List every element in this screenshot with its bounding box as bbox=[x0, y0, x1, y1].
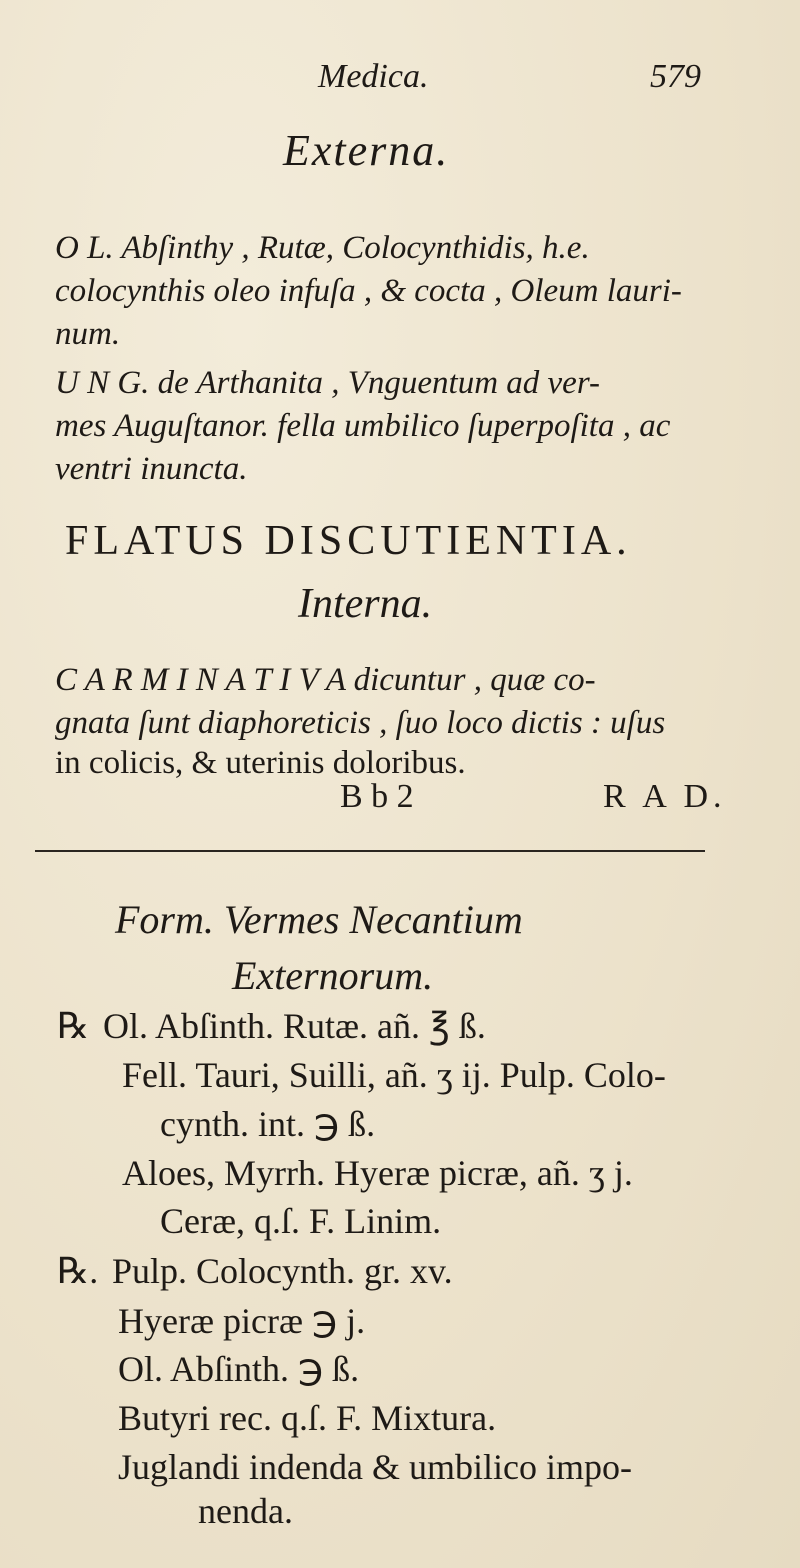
formula-title-line-2: Externorum. bbox=[232, 953, 434, 998]
recipe-2-line-6: nenda. bbox=[198, 1491, 293, 1531]
recipe-1-line-1: Ol. Abſinth. Rutæ. añ. ℥ ß. bbox=[103, 1006, 486, 1046]
recipe-2-line-1: Pulp. Colocynth. gr. xv. bbox=[112, 1251, 453, 1291]
externa-line-1: O L. Abſinthy , Rutæ, Colocynthidis, h.e. bbox=[55, 230, 590, 266]
recipe-1-line-2: Fell. Tauri, Suilli, añ. ʒ ij. Pulp. Colo- bbox=[122, 1055, 666, 1095]
externa-line-6: ventri inuncta. bbox=[55, 451, 248, 487]
recipe-1-line-4: Aloes, Myrrh. Hyeræ picræ, añ. ʒ j. bbox=[122, 1153, 633, 1193]
flatus-line-3: in colicis, & uterinis doloribus. bbox=[55, 745, 466, 781]
recipe-2-line-2: Hyeræ picræ ℈ j. bbox=[118, 1301, 366, 1341]
recipe-2-line-3: Ol. Abſinth. ℈ ß. bbox=[118, 1349, 360, 1389]
horizontal-rule bbox=[35, 850, 705, 852]
section-heading-externa: Externa. bbox=[283, 126, 450, 175]
externa-line-3: num. bbox=[55, 316, 121, 352]
flatus-line-1: C A R M I N A T I V A dicuntur , quæ co- bbox=[55, 662, 596, 698]
externa-line-4: U N G. de Arthanita , Vnguentum ad ver- bbox=[55, 365, 600, 401]
formula-title-line-1: Form. Vermes Necantium bbox=[115, 897, 523, 942]
recipe-2-line-4: Butyri rec. q.ſ. F. Mixtura. bbox=[118, 1398, 497, 1438]
running-header-title: Medica. bbox=[318, 58, 429, 95]
recipe-1-line-3: cynth. int. ℈ ß. bbox=[160, 1104, 376, 1144]
recipe-2-line-5: Juglandi indenda & umbilico impo- bbox=[118, 1447, 632, 1487]
section-heading-flatus: FLATUS DISCUTIENTIA. bbox=[65, 518, 632, 564]
recipe-1-line-5: Ceræ, q.ſ. F. Linim. bbox=[160, 1201, 442, 1241]
recipe-1-symbol: ℞ bbox=[57, 1006, 90, 1046]
page-number: 579 bbox=[650, 58, 701, 95]
externa-line-5: mes Auguſtanor. fella umbilico ſuperpoſita , ac bbox=[55, 408, 671, 444]
signature-mark: B b 2 bbox=[340, 778, 414, 815]
catchword: R A D. bbox=[603, 778, 727, 815]
recipe-2-symbol: ℞. bbox=[57, 1251, 99, 1291]
externa-line-2: colocynthis oleo infuſa , & cocta , Oleum lauri- bbox=[55, 273, 682, 309]
subheading-interna: Interna. bbox=[298, 581, 433, 627]
flatus-line-2: gnata ſunt diaphoreticis , ſuo loco dictis : uſus bbox=[55, 705, 666, 741]
